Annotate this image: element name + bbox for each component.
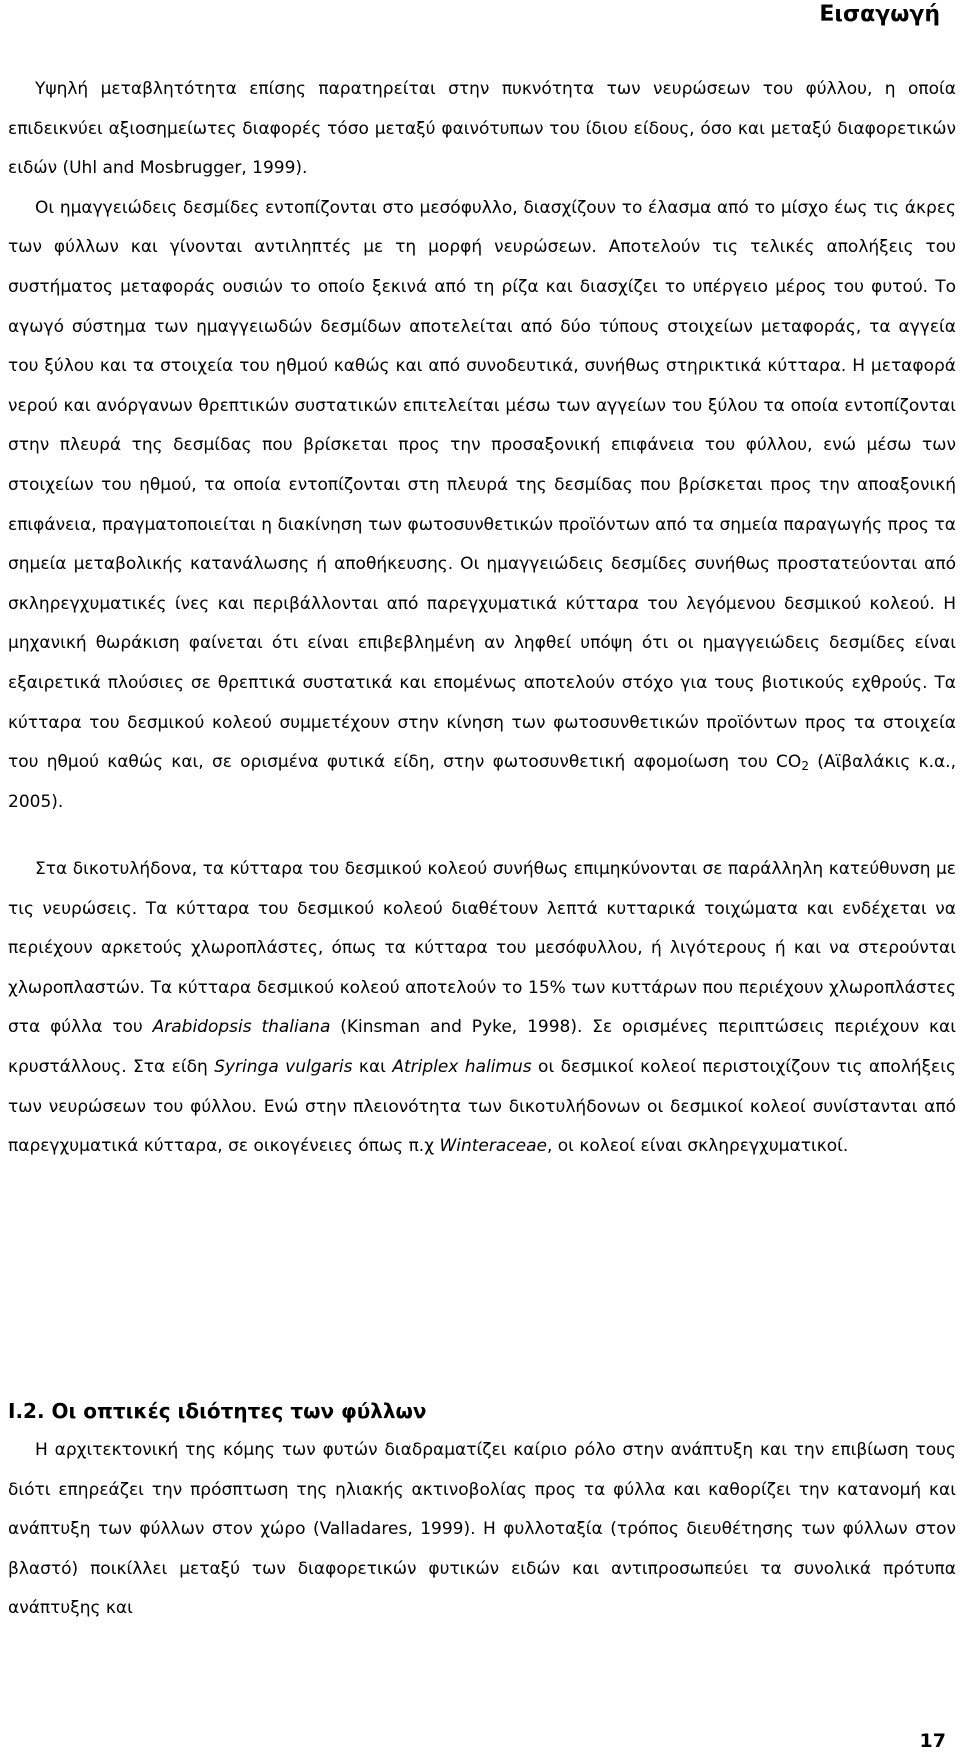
paragraph-canopy-architecture: Η αρχιτεκτονική της κόμης των φυτών διαδραματίζει καίριο ρόλο στην ανάπτυξη και την επιβίωση τους διότι επηρεάζει την πρόσπτωση της ηλιακής ακτινοβολίας προς τα φύλλα και καθορίζει την κατανομή και ανάπτυξη των φύλλων στον χώρο (Valladares, 1999). Η φυλλοταξία (τρόπος διευθέτησης των φύλλων στον βλαστό) ποικίλλει μεταξύ των διαφορετικών φυτικών ειδών και αντιπροσωπεύει τα συνολικά πρότυπα ανάπτυξης και bbox=[8, 1440, 956, 1619]
paragraph-text: Στα δικοτυλήδονα, τα κύτταρα του δεσμικού κολεού συνήθως επιμηκύνονται σε παράλληλη κατεύθυνση με τις νευρώσεις. Τα κύτταρα του δεσμικού κολεού διαθέτουν λεπτά κυτταρικά τοιχώματα και ενδέχεται να περιέχουν αρκετούς χλωροπλάστες, όπως τα κύτταρα του μεσόφυλλου, ή λιγότερους ή και να στερούνται χλωροπλαστών. Τα κύτταρα δεσμικού κολεού αποτελούν το 15% των κυττάρων που περιέχουν χλωροπλάστες στα φύλλα του bbox=[8, 859, 956, 1038]
page-number: 17 bbox=[919, 1730, 946, 1752]
paragraph-text: , οι κολεοί είναι σκληρεγχυματικοί. bbox=[546, 1136, 849, 1157]
family-name: Winteraceae bbox=[439, 1136, 547, 1157]
paragraph-text: και bbox=[352, 1056, 393, 1077]
paragraph-text: Οι ημαγγειώδεις δεσμίδες εντοπίζονται στο μεσόφυλλο, διασχίζουν το έλασμα από το μίσχο έως τις άκρες των φύλλων και γίνονται αντιληπτές με τη μορφή νευρώσεων. Αποτελούν τις τελικές απολήξεις του συστήματος μεταφοράς ουσιών το οποίο ξεκινά από τη ρίζα και διασχίζει το υπέργειο μέρος του φυτού. Το αγωγό σύστημα των ημαγγειωδών δεσμίδων αποτελείται από δύο τύπους στοιχείων μεταφοράς, τα αγγεία του ξύλου και τα στοιχεία του ηθμού καθώς και από συνοδευτικά, συνήθως στηρικτικά κύτταρα. Η μεταφορά νερού και ανόργανων θρεπτικών συστατικών επιτελείται μέσω των αγγείων του ξύλου τα οποία εντοπίζονται στην πλευρά της δεσμίδας που βρίσκεται προς την προσαξονική επιφάνεια του φύλλου, ενώ μέσω των στοιχείων του ηθμού, τα οποία εντοπίζονται στη πλευρά της δεσμίδας που βρίσκεται προς την αποαξονική επιφάνεια, πραγματοποιείται η διακίνηση των φωτοσυνθετικών προϊόντων από τα σημεία παραγωγής προς τα σημεία μεταβολικής κατανάλωσης ή αποθήκευσης. Οι ημαγγειώδεις δεσμίδες συνήθως προστατεύονται από σκληρεγχυματικές ίνες και περιβάλλονται από παρεγχυματικά κύτταρα του λεγόμενου δεσμικού κολεού. Η μηχανική θωράκιση φαίνεται ότι είναι επιβεβλημένη αν ληφθεί υπόψη ότι οι ημαγγειώδεις δεσμίδες είναι εξαιρετικά πλούσιες σε θρεπτικά συστατικά και επομένως αποτελούν στόχο για τους βιοτικούς εχθρούς. Τα κύτταρα του δεσμικού κολεού συμμετέχουν στην κίνηση των φωτοσυνθετικών προϊόντων προς τα στοιχεία του ηθμού καθώς και, σε ορισμένα φυτικά είδη, στην φωτοσυνθετική αφομοίωση του CO bbox=[8, 197, 956, 773]
species-name: Arabidopsis thaliana bbox=[152, 1017, 331, 1038]
running-header: Εισαγωγή bbox=[819, 2, 940, 27]
species-name: Syringa vulgaris bbox=[214, 1056, 353, 1077]
paragraph-bundle-sheath bbox=[8, 850, 956, 1167]
paragraph-text: (Kinsman and Pyke, 1998). Σε ορισμένες περιπτώσεις περιέχουν και κρυστάλλους. Στα είδη bbox=[8, 1017, 956, 1077]
paragraph-text: οι δεσμικοί κολεοί περιστοιχίζουν τις απολήξεις των νευρώσεων του φύλλου. Ενώ στην πλειονότητα των δικοτυλήδονων οι δεσμικοί κολεοί συνίστανται από παρεγχυματικά κύτταρα, σε οικογένειες όπως π.χ bbox=[8, 1056, 956, 1157]
section-heading: Ι.2. Οι οπτικές ιδιότητες των φύλλων bbox=[8, 1399, 427, 1423]
paragraph-text: Υψηλή μεταβλητότητα επίσης παρατηρείται στην πυκνότητα των νευρώσεων του φύλλου, η οποία επιδεικνύει αξιοσημείωτες διαφορές τόσο μεταξύ φαινότυπων του ίδιου είδους, όσο και μεταξύ διαφορετικών ειδών (Uhl and Mosbrugger, 1999). bbox=[8, 79, 956, 179]
species-name: Atriplex halimus bbox=[392, 1056, 532, 1077]
paragraph-text: (Αϊβαλάκις κ.α., 2005). bbox=[8, 752, 956, 812]
subscript-2: 2 bbox=[801, 759, 809, 774]
paragraph-vein-density bbox=[8, 70, 956, 822]
